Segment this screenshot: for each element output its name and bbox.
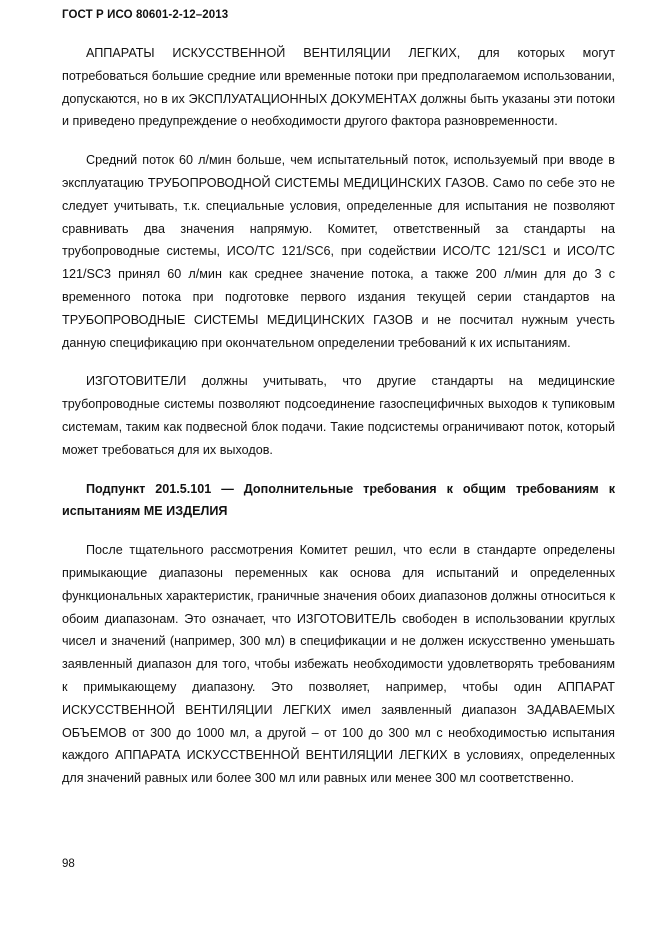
subclause-heading: Подпункт 201.5.101 — Дополнительные требования к общим требованиям к испытаниям МЕ ИЗДЕЛИЯ bbox=[62, 481, 615, 519]
document-body bbox=[62, 42, 615, 806]
paragraph-committee-decision: После тщательного рассмотрения Комитет решил, что если в стандарте определены примыкающие диапазоны переменных как основа для испытаний и определенных функциональных характеристик, граничные значения обоих диапазонов должны относиться к обоим диапазонам. Это означает, что ИЗГОТОВИТЕЛЬ свободен в использовании круглых чисел и значений (например, 300 мл) в спецификации и не должен искусственно уменьшать заявленный диапазон для того, чтобы избежать необходимости удовлетворять требованиям к примыкающему диапазону. Это позволяет, например, чтобы один АППАРАТ ИСКУССТВЕННОЙ ВЕНТИЛЯЦИИ ЛЕГКИХ имел заявленный диапазон ЗАДАВАЕМЫХ ОБЪЕМОВ от 300 до 1000 мл, а другой – от 100 до 300 мл с необходимостью испытания каждого АППАРАТА ИСКУССТВЕННОЙ ВЕНТИЛЯЦИИ ЛЕГКИХ в условиях, определенных для значений равных или более 300 мл или равных или менее 300 мл соответственно. bbox=[62, 543, 615, 786]
paragraph-ventilators-flows: АППАРАТЫ ИСКУССТВЕННОЙ ВЕНТИЛЯЦИИ ЛЕГКИХ, для которых могут потребоваться большие средние или временные потоки при предполагаемом использовании, допускаются, но в их ЭКСПЛУАТАЦИОННЫХ ДОКУМЕНТАХ должны быть указаны эти потоки и приведено предупреждение о необходимости другого фактора разновременности. bbox=[62, 46, 615, 129]
paragraph-average-flow: Средний поток 60 л/мин больше, чем испытательный поток, используемый при вводе в эксплуатацию ТРУБОПРОВОДНОЙ СИСТЕМЫ МЕДИЦИНСКИХ ГАЗОВ. Само по себе это не следует учитывать, т.к. специальные условия, определенные для испытания не позволяют сравнивать два значения напрямую. Комитет, ответственный за стандарты на трубопроводные системы, ИСО/ТС 121/SC6, при содействии ИСО/ТС 121/SC1 и ИСО/ТС 121/SC3 принял 60 л/мин как среднее значение потока, а также 200 л/мин для до 3 с временного потока при подготовке первого издания текущей серии стандартов на ТРУБОПРОВОДНЫЕ СИСТЕМЫ МЕДИЦИНСКИХ ГАЗОВ и не посчитал нужным учесть данную спецификацию при окончательном определении требований к их испытаниям. bbox=[62, 153, 615, 350]
document-header: ГОСТ Р ИСО 80601-2-12–2013 bbox=[62, 9, 229, 21]
page-number: 98 bbox=[62, 858, 75, 870]
paragraph-manufacturers: ИЗГОТОВИТЕЛИ должны учитывать, что другие стандарты на медицинские трубопроводные системы позволяют подсоединение газоспецифичных выходов к тупиковым системам, таким как подвесной блок подачи. Такие подсистемы ограничивают поток, который может требоваться для их выходов. bbox=[62, 374, 615, 457]
